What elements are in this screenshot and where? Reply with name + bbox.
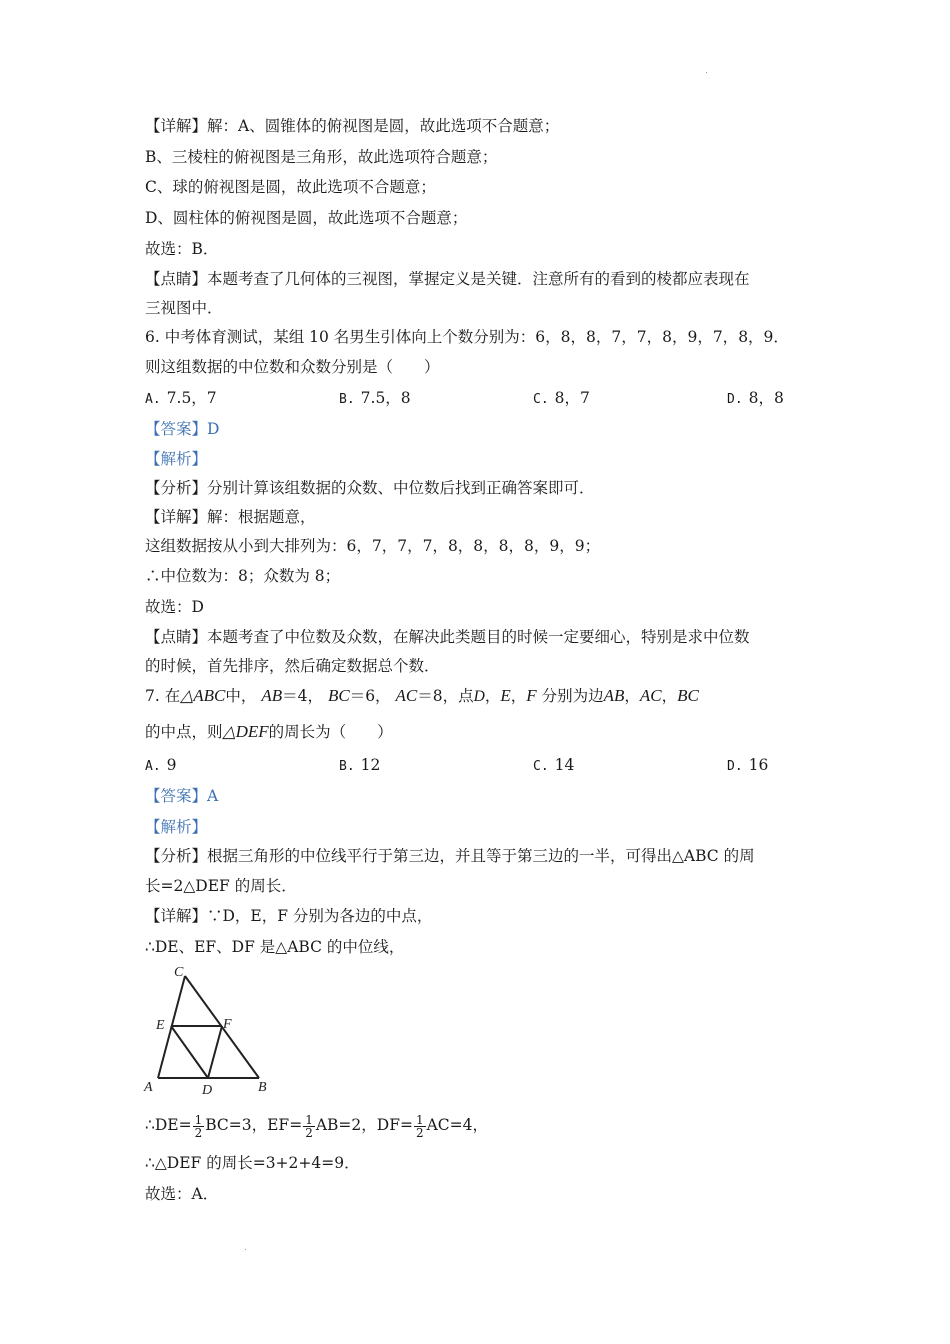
q7-answer: 【答案】A (145, 787, 219, 805)
fraction-num: 1 (305, 1112, 313, 1127)
calc-p2: BC=3，EF= (205, 1116, 303, 1134)
option-text: 12 (360, 756, 381, 774)
calc-p3: AB=2，DF= (315, 1116, 413, 1134)
q7-point-e: E (500, 686, 511, 705)
label-f: F (223, 1017, 232, 1032)
scan-dot-top (706, 72, 707, 73)
calc-p4: AC=4， (426, 1116, 488, 1134)
option-letter: B. (339, 759, 355, 774)
q7-fenxi-line-1: 【分析】根据三角形的中位线平行于第三边，并且等于第三边的一半，可得出△ABC 的周 (145, 847, 755, 865)
q7-bc: BC (327, 686, 350, 705)
label-e: E (156, 1018, 165, 1033)
q6-fenxi: 【分析】分别计算该组数据的众数、中位数后找到正确答案即可． (145, 479, 595, 497)
fraction-den: 2 (305, 1125, 313, 1140)
option-letter: A. (145, 392, 161, 407)
option-text: 14 (554, 756, 575, 774)
option-letter: C. (533, 759, 549, 774)
q7-choose: 故选：A． (145, 1185, 219, 1203)
q5-dianjing-line-2: 三视图中． (145, 299, 223, 317)
q7-fenxi-line-2: 长=2△DEF 的周长． (145, 877, 297, 895)
option-letter: D. (727, 759, 743, 774)
q7-stem-line-2 (145, 722, 393, 742)
q7-comma-2: ， (510, 687, 527, 705)
q7-stem-line-1 (145, 686, 699, 707)
q6-stem-line-2: 则这组数据的中位数和众数分别是（ ） (145, 358, 440, 376)
q7-zhong: 中， (225, 687, 257, 705)
q7-stem2-suffix: 的周长为（ ） (268, 723, 393, 741)
q7-eq6: ＝6， (349, 687, 391, 705)
q7-option-c[interactable] (533, 755, 574, 777)
q7-bc-2: BC (677, 686, 699, 705)
fraction-num: 1 (194, 1112, 203, 1127)
q5-explain-line-1: 【详解】解：A、圆锥体的俯视图是圆，故此选项不合题意； (145, 117, 560, 135)
q6-dianjing-line-1: 【点睛】本题考查了中位数及众数，在解决此类题目的时候一定要细心，特别是求中位数 (145, 628, 750, 646)
fraction-num: 1 (415, 1112, 424, 1127)
label-d: D (202, 1083, 213, 1097)
triangle-figure (140, 962, 280, 1097)
fraction-half (303, 1114, 315, 1139)
option-letter: A. (145, 759, 161, 774)
q7-option-d[interactable] (727, 755, 768, 777)
scan-dot-bottom (245, 1249, 246, 1250)
q5-choose: 故选：B． (145, 240, 219, 258)
q7-perimeter: ∴△DEF 的周长=3+2+4=9． (145, 1154, 360, 1172)
q7-stem2-prefix: 的中点，则 (145, 723, 223, 741)
q6-option-c[interactable] (533, 388, 590, 410)
q6-answer (145, 419, 219, 439)
q7-prefix: 7. 在 (145, 687, 181, 705)
fraction-half (193, 1114, 205, 1139)
q6-xiangjie: 【详解】解：根据题意， (145, 508, 316, 526)
q6-option-b[interactable] (339, 388, 411, 410)
q7-comma-4: ， (661, 687, 678, 705)
label-c: C (174, 965, 184, 980)
option-letter: D. (727, 392, 743, 407)
q7-analysis-tag: 【解析】 (145, 818, 208, 836)
q6-dianjing-line-2: 的时候，首先排序，然后确定数据总个数． (145, 657, 440, 675)
q5-explain-line-4: D、圆柱体的俯视图是圆，故此选项不合题意； (145, 209, 468, 227)
q7-eq4: ＝4， (282, 687, 324, 705)
q6-answer-text: 【答案】D (145, 420, 220, 438)
q6-stem-line-1: 6. 中考体育测试，某组 10 名男生引体向上个数分别为：6，8，8，7，7，8，9，7，8，9． (145, 328, 789, 346)
fraction-half (414, 1114, 426, 1139)
calc-p1: ∴DE= (145, 1116, 192, 1134)
q7-ac-2: AC (639, 686, 662, 705)
option-text: 8，7 (554, 389, 590, 407)
q5-explain-line-3: C、球的俯视图是圆，故此选项不合题意； (145, 178, 436, 196)
q7-point-d: D (473, 688, 485, 705)
q5-explain-line-2: B、三棱柱的俯视图是三角形，故此选项符合题意； (145, 148, 498, 166)
q7-midline: ∴DE、EF、DF 是△ABC 的中位线， (145, 938, 405, 956)
option-text: 8，8 (748, 389, 784, 407)
midline-ed (171, 1026, 208, 1078)
q7-comma-3: ， (624, 687, 640, 705)
q7-triangle-def: △DEF (222, 722, 269, 741)
label-b: B (258, 1080, 267, 1095)
q7-triangle-abc: △ABC (180, 686, 226, 705)
q7-option-b[interactable] (339, 755, 380, 777)
q7-fenbie: 分别为边 (541, 687, 604, 705)
option-letter: C. (533, 392, 549, 407)
q7-ab: AB (261, 686, 283, 705)
midline-fd (208, 1026, 222, 1078)
q7-point-f: F (526, 686, 537, 705)
q7-ac: AC (395, 686, 418, 705)
q7-xiangjie: 【详解】∵D，E，F 分别为各边的中点， (145, 907, 433, 925)
q6-sorted: 这组数据按从小到大排列为：6，7，7，7，8，8，8，8，9，9； (145, 537, 601, 555)
label-a: A (144, 1080, 153, 1095)
q7-ab-2: AB (603, 686, 625, 705)
q7-eq8: ＝8，点 (417, 687, 474, 705)
option-letter: B. (339, 392, 355, 407)
q7-option-a[interactable] (145, 755, 177, 777)
q6-analysis-tag: 【解析】 (145, 450, 208, 468)
q7-calc (145, 1112, 488, 1139)
fraction-den: 2 (194, 1125, 203, 1140)
q7-comma-1: ， (484, 687, 501, 705)
fraction-den: 2 (415, 1125, 424, 1140)
q5-dianjing-line-1: 【点睛】本题考查了几何体的三视图，掌握定义是关键．注意所有的看到的棱都应表现在 (145, 270, 750, 288)
q6-option-d[interactable] (727, 388, 784, 410)
option-text: 7.5，8 (360, 389, 411, 407)
option-text: 9 (166, 756, 177, 774)
q6-option-a[interactable] (145, 388, 217, 410)
option-text: 7.5，7 (166, 389, 217, 407)
option-text: 16 (748, 756, 769, 774)
q6-choose: 故选：D (145, 598, 204, 616)
q6-result: ∴中位数为：8；众数为 8； (145, 567, 341, 585)
